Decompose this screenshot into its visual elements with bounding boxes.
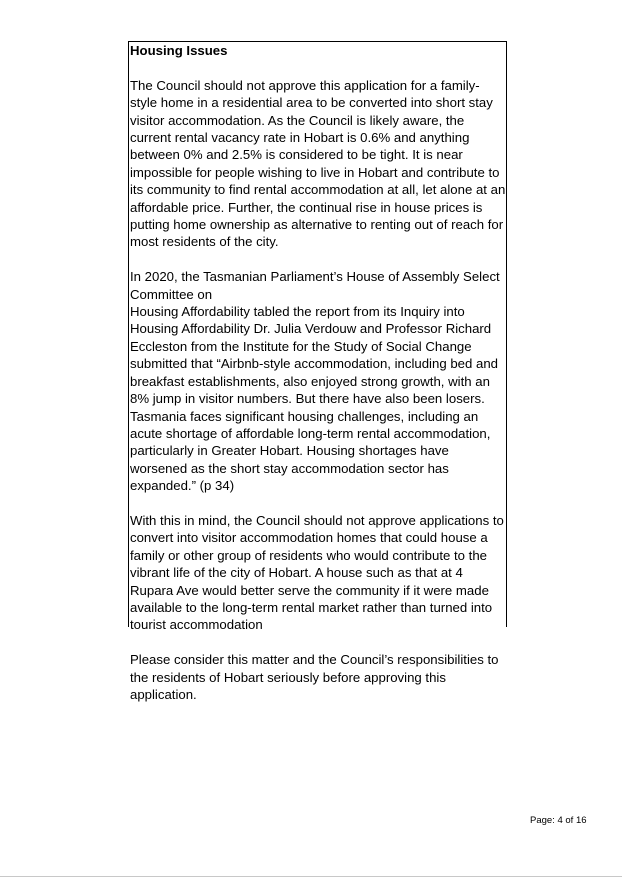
spacer	[130, 59, 506, 76]
page-edge-divider	[0, 876, 622, 877]
paragraph-housing-affordability-quote: Housing Affordability tabled the report from its Inquiry into Housing Affordability Dr. Julia Verdouw and Professor Richard Eccleston from the Institute for the Study of Social Change submitted that “Airbnb-style accommodation, including bed and breakfast establishments, also enjoyed strong growth, with an 8% jump in visitor numbers. But there have also been losers. Tasmania faces significant housing challenges, including an acute shortage of affordable long-term rental accommodation, particularly in Greater Hobart. Housing shortages have worsened as the short stay accommodation sector has expanded.” (p 34)	[130, 304, 498, 494]
spacer	[130, 495, 506, 512]
spacer	[130, 251, 506, 268]
paragraph-council-should-not-approve: With this in mind, the Council should not approve applications to convert into visitor accommodation homes that could house a family or other group of residents who would contribute to the vibrant life of the city of Hobart. A house such as that at 4 Rupara Ave would better serve the community if it were made available to the long-term rental market rather than turned into tourist accommodation	[130, 512, 504, 633]
paragraph-closing-request: Please consider this matter and the Council’s responsibilities to the residents of Hobart seriously before approving this application.	[130, 652, 499, 702]
paragraph-select-committee-intro: In 2020, the Tasmanian Parliament’s House of Assembly Select Committee on	[130, 269, 500, 302]
text-frame	[128, 41, 507, 702]
page-number: Page: 4 of 16	[530, 815, 587, 826]
paragraph-rental-vacancy: The Council should not approve this application for a family-style home in a residential area to be converted into short stay visitor accommodation. As the Council is likely aware, the current rental vacancy rate in Hobart is 0.6% and anything between 0% and 2.5% is considered to be tight. It is near impossible for people wishing to live in Hobart and contribute to its community to find rental accommodation at all, let alone at an affordable price. Further, the continual rise in house prices is putting home ownership as alternative to renting out of reach for most residents of the city.	[130, 77, 506, 250]
section-heading: Housing Issues	[130, 43, 228, 58]
spacer	[130, 634, 506, 651]
